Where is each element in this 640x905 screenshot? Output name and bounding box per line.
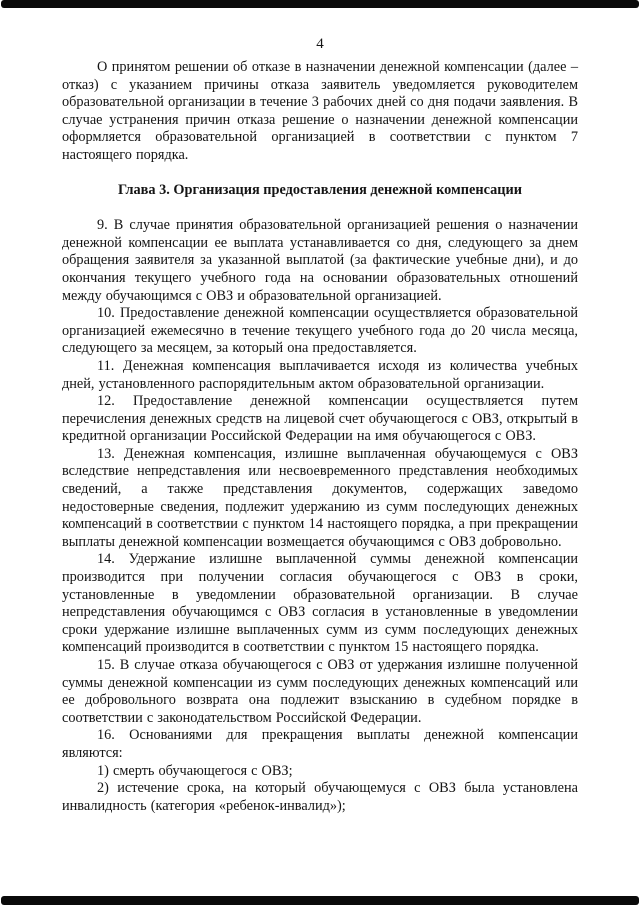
- list-item-1: 1) смерть обучающегося с ОВЗ;: [97, 762, 293, 779]
- intro-paragraph: О принятом решении об отказе в назначении денежной компенсации (далее – отказ) с указанием причины отказа заявитель уведомляется руководителем образовательной организации в течение 3 рабочих дней со дня подачи заявления. В случае устранения причин отказа решение о назначении денежной компенсации оформляется образовательной организацией в соответствии с пунктом 7 настоящего порядка.: [62, 59, 578, 163]
- paragraph-16: 16. Основаниями для прекращения выплаты денежной компенсации являются:: [62, 727, 578, 761]
- page-number: 4: [316, 36, 324, 52]
- chapter-heading: Глава 3. Организация предоставления денежной компенсации: [118, 181, 522, 198]
- paragraph-14: 14. Удержание излишне выплаченной суммы денежной компенсации производится при получении согласия обучающегося с ОВЗ в сроки, установленные в уведомлении образовательной организации. В случае непредставления обучающимся с ОВЗ согласия в установленные в уведомлении сроки удержание излишне выплаченных сумм из сумм последующих денежных компенсаций производится в соответствии с пунктом 15 настоящего порядка.: [62, 551, 578, 656]
- paragraph-13: 13. Денежная компенсация, излишне выплаченная обучающемуся с ОВЗ вследствие непредставления или несвоевременного представления необходимых сведений, а также представления документов, содержащих заведомо недостоверные сведения, подлежит удержанию из сумм последующих денежных компенсаций в соответствии с пунктом 14 настоящего порядка, а при прекращении выплаты денежной компенсации возмещается обучающимся с ОВЗ добровольно.: [62, 445, 578, 550]
- scan-artifact-top-bar: [1, 0, 639, 8]
- paragraph-9: 9. В случае принятия образовательной организацией решения о назначении денежной компенсации ее выплата устанавливается со дня, следующего за днем обращения заявителя за указанной выплатой (за фактические учебные дни), и до окончания текущего учебного года на основании образовательных отношений между обучающимся с ОВЗ и образовательной организацией.: [62, 217, 578, 304]
- list-item-2: 2) истечение срока, на который обучающемуся с ОВЗ была установлена инвалидность (категория «ребенок-инвалид»);: [62, 780, 578, 814]
- paragraph-11: 11. Денежная компенсация выплачивается исходя из количества учебных дней, установленного распорядительным актом образовательной организации.: [62, 357, 578, 392]
- document-body: [62, 59, 578, 815]
- scan-artifact-bottom-bar: [1, 896, 639, 905]
- paragraph-15: 15. В случае отказа обучающегося с ОВЗ от удержания излишне полученной суммы денежной компенсации из сумм последующих денежных компенсаций или ее добровольного возврата она подлежит взысканию в судебном порядке в соответствии с законодательством Российской Федерации.: [62, 657, 578, 726]
- paragraph-10: 10. Предоставление денежной компенсации осуществляется образовательной организацией ежемесячно в течение текущего учебного года до 20 числа месяца, следующего за месяцем, за который она предоставляется.: [62, 305, 578, 357]
- paragraph-12: 12. Предоставление денежной компенсации осуществляется путем перечисления денежных средств на лицевой счет обучающегося с ОВЗ, открытый в кредитной организации Российской Федерации на имя обучающегося с ОВЗ.: [62, 393, 578, 445]
